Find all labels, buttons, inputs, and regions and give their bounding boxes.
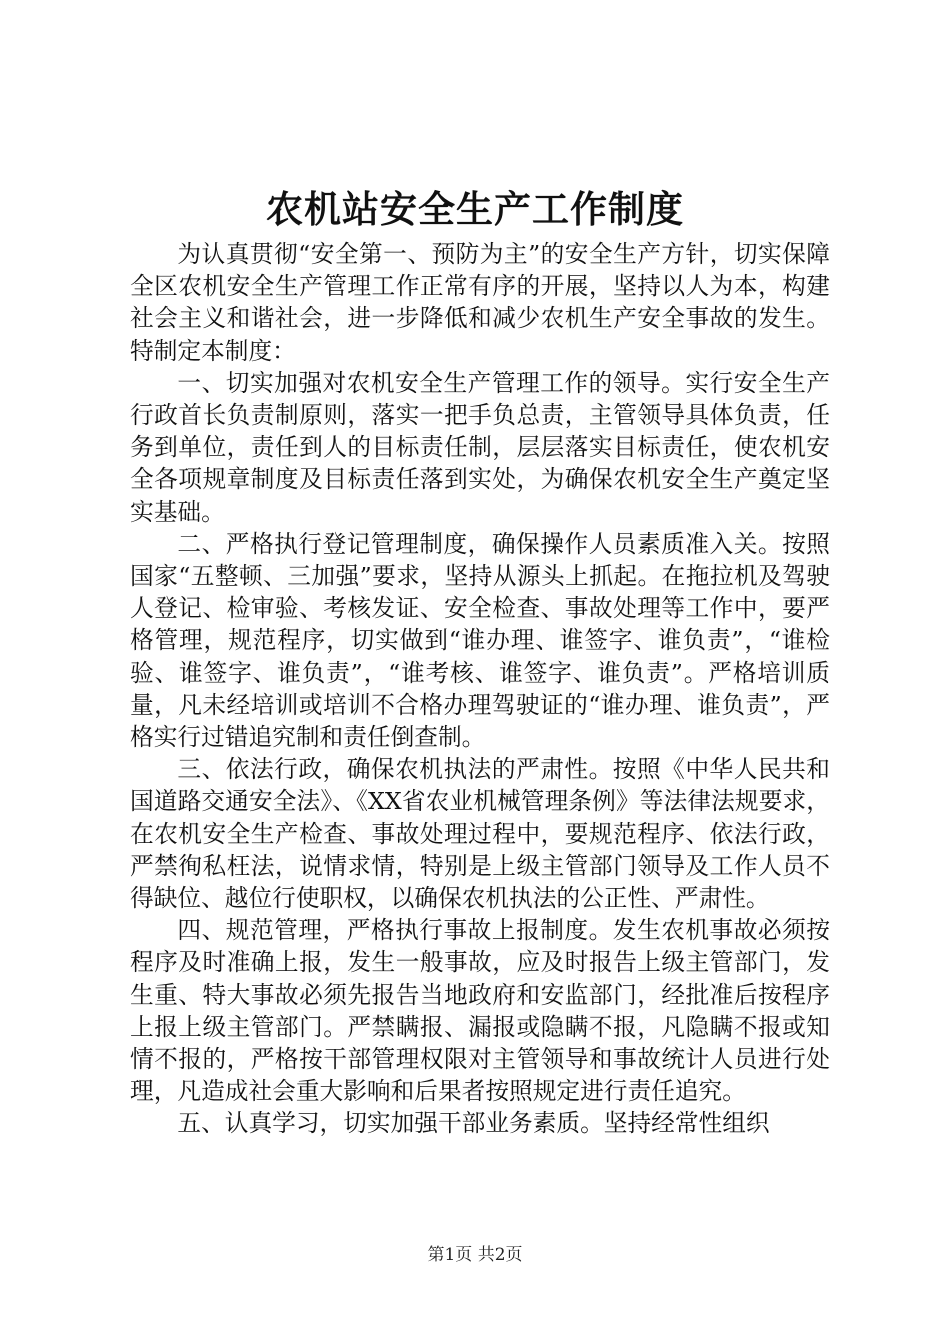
- paragraph-section-3: 三、依法行政，确保农机执法的严肃性。按照《中华人民共和国道路交通安全法》、《XX省农业机械管理条例》等法律法规要求，在农机安全生产检查、事故处理过程中，要规范程序、依法行政，严禁徇私枉法，说情求情，特别是上级主管部门领导及工作人员不得缺位、越位行使职权，以确保农机执法的公正性、严肃性。: [130, 755, 830, 913]
- paragraph-section-5: 五、认真学习，切实加强干部业务素质。坚持经常性组织: [177, 1109, 770, 1138]
- page-footer: 第1页 共2页: [427, 1245, 523, 1265]
- paragraph-section-4: 四、规范管理，严格执行事故上报制度。发生农机事故必须按程序及时准确上报，发生一般事故，应及时报告上级主管部门，发生重、特大事故必须先报告当地政府和安监部门，经批准后按程序上报上级主管部门。严禁瞒报、漏报或隐瞒不报，凡隐瞒不报或知情不报的，严格按干部管理权限对主管领导和事故统计人员进行处理，凡造成社会重大影响和后果者按照规定进行责任追究。: [130, 916, 830, 1106]
- document-title: 农机站安全生产工作制度: [266, 187, 684, 231]
- paragraph-section-2: 二、严格执行登记管理制度，确保操作人员素质准入关。按照国家“五整顿、三加强”要求，坚持从源头上抓起。在拖拉机及驾驶人登记、检审验、考核发证、安全检查、事故处理等工作中，要严格管理，规范程序，切实做到“谁办理、谁签字、谁负责”，“谁检验、谁签字、谁负责”，“谁考核、谁签字、谁负责”。严格培训质量，凡未经培训或培训不合格办理驾驶证的“谁办理、谁负责”，严格实行过错追究制和责任倒查制。: [130, 529, 830, 752]
- document-body: [130, 238, 830, 1140]
- paragraph-section-1: 一、切实加强对农机安全生产管理工作的领导。实行安全生产行政首长负责制原则，落实一把手负总责，主管领导具体负责，任务到单位，责任到人的目标责任制，层层落实目标责任，使农机安全各项规章制度及目标责任落到实处，为确保农机安全生产奠定坚实基础。: [130, 368, 830, 526]
- paragraph-intro: 为认真贯彻“安全第一、预防为主”的安全生产方针，切实保障全区农机安全生产管理工作正常有序的开展，坚持以人为本，构建社会主义和谐社会，进一步降低和减少农机生产安全事故的发生。特制定本制度：: [130, 240, 830, 365]
